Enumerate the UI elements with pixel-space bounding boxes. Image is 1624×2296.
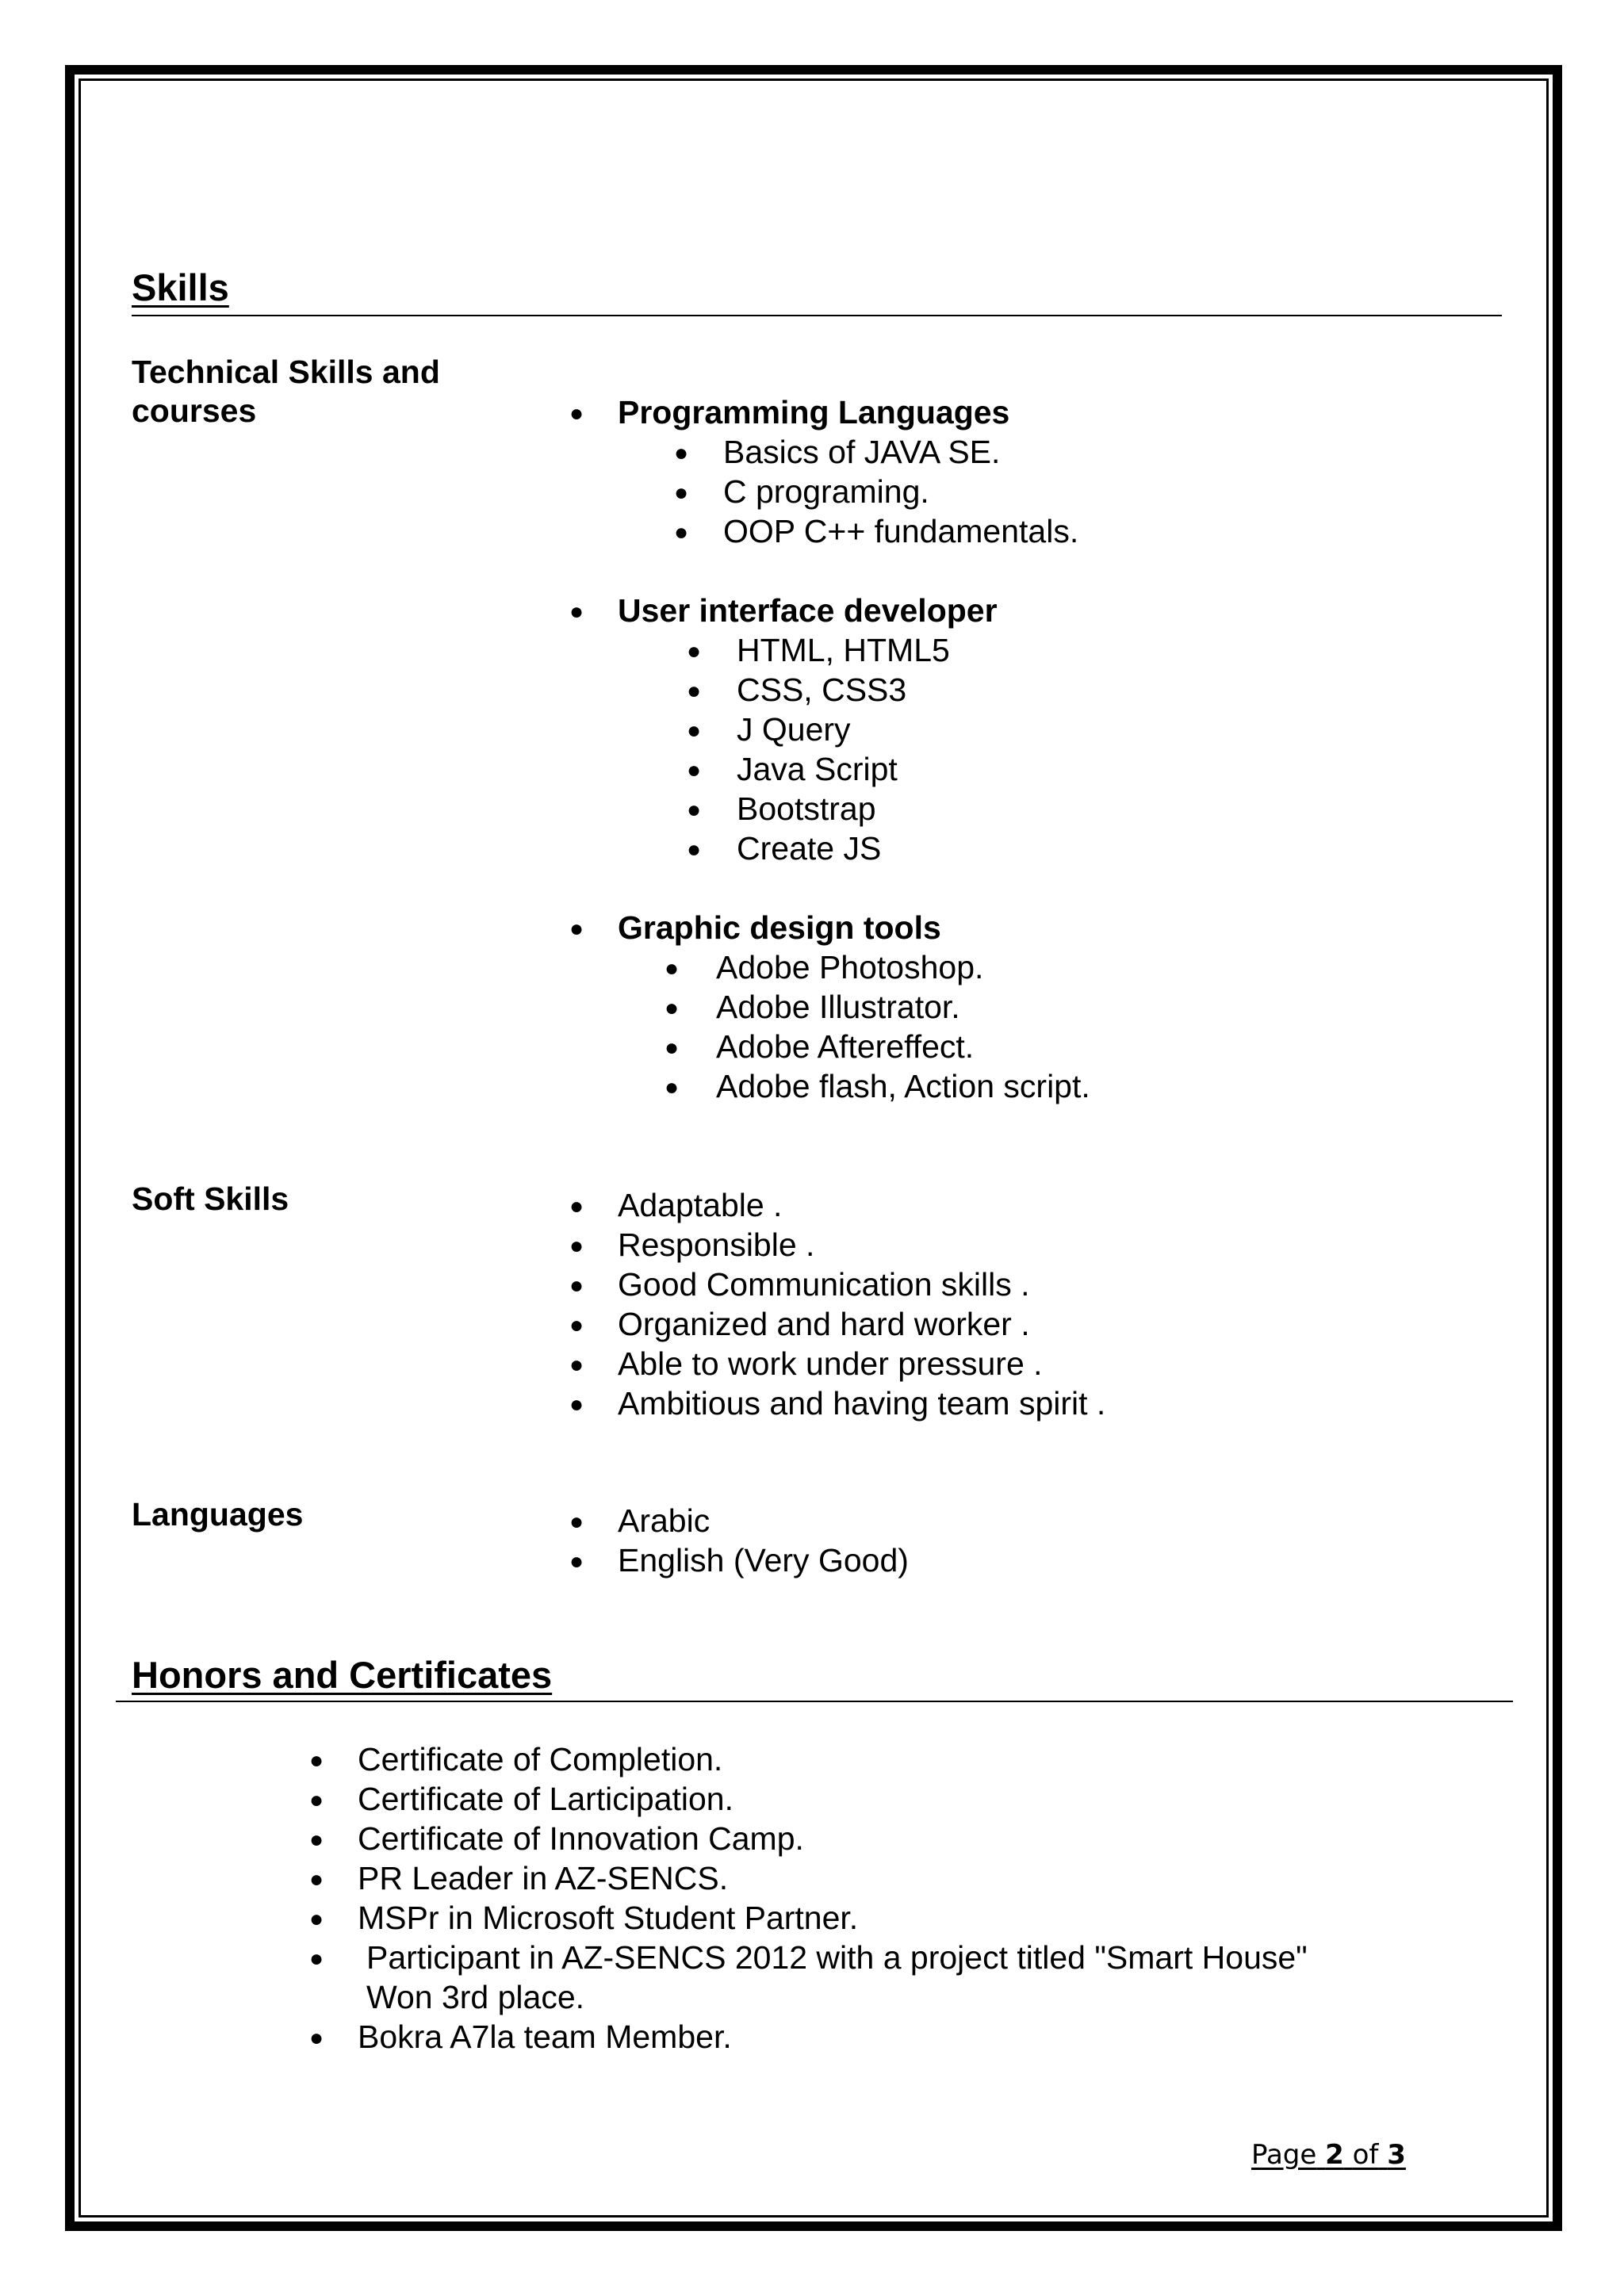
list-item: MSPr in Microsoft Student Partner. <box>358 1900 859 1936</box>
list-item: Bootstrap <box>737 790 876 827</box>
bullet: ● <box>674 480 689 506</box>
list-item: Adobe flash, Action script. <box>716 1068 1090 1104</box>
bullet: ● <box>309 1866 324 1892</box>
page-word: Page <box>1251 2139 1317 2171</box>
list-item: C programing. <box>723 473 929 510</box>
list-item: Ambitious and having team spirit . <box>618 1385 1106 1422</box>
list-item-continuation: Won 3rd place. <box>366 1979 585 2015</box>
list-item: J Query <box>737 711 851 748</box>
bullet: ● <box>569 1193 584 1219</box>
bullet: ● <box>569 1233 584 1259</box>
bullet: ● <box>665 1074 680 1100</box>
bullet: ● <box>569 1352 584 1378</box>
list-item: Participant in AZ-SENCS 2012 with a project titled "Smart House" <box>366 1939 1308 1976</box>
bullet: ● <box>569 1312 584 1338</box>
list-item: Responsible . <box>618 1226 815 1263</box>
group-heading-ui-developer: User interface developer <box>618 592 998 629</box>
page-current: 2 <box>1325 2139 1344 2171</box>
list-item: Organized and hard worker . <box>618 1306 1030 1342</box>
bullet: ● <box>309 1946 324 1972</box>
bullet: ● <box>309 1787 324 1813</box>
bullet: ● <box>569 599 584 625</box>
list-item: Adobe Photoshop. <box>716 949 984 985</box>
bullet: ● <box>569 916 584 942</box>
list-item: HTML, HTML5 <box>737 632 950 668</box>
list-item: Good Communication skills . <box>618 1266 1030 1303</box>
list-item: Certificate of Innovation Camp. <box>358 1820 804 1857</box>
bullet: ● <box>309 1827 324 1853</box>
skills-section-rule <box>132 315 1502 316</box>
group-heading-programming-languages: Programming Languages <box>618 394 1010 430</box>
list-item: Basics of JAVA SE. <box>723 434 1001 470</box>
bullet: ● <box>687 757 702 783</box>
bullet: ● <box>569 1548 584 1575</box>
list-item: Able to work under pressure . <box>618 1345 1043 1382</box>
bullet: ● <box>569 1509 584 1535</box>
list-item: CSS, CSS3 <box>737 672 907 708</box>
bullet: ● <box>674 440 689 466</box>
list-item: Adobe Illustrator. <box>716 989 960 1025</box>
bullet: ● <box>687 638 702 664</box>
technical-skills-label: Technical Skills and courses <box>132 354 440 429</box>
bullet: ● <box>569 1391 584 1418</box>
honors-section-title: Honors and Certificates <box>132 1654 553 1696</box>
bullet: ● <box>665 955 680 982</box>
bullet: ● <box>687 797 702 823</box>
bullet: ● <box>687 678 702 704</box>
list-item: Adaptable . <box>618 1187 783 1223</box>
bullet: ● <box>665 1035 680 1061</box>
skills-section-title: Skills <box>132 266 229 308</box>
bullet: ● <box>569 400 584 427</box>
bullet: ● <box>687 718 702 744</box>
list-item: Adobe Aftereffect. <box>716 1028 975 1065</box>
honors-section-rule <box>116 1701 1513 1702</box>
page-number <box>1251 2139 1406 2171</box>
bullet: ● <box>569 1272 584 1299</box>
list-item: Java Script <box>737 751 898 787</box>
group-heading-graphic-design: Graphic design tools <box>618 909 941 946</box>
languages-label: Languages <box>132 1496 304 1533</box>
list-item: Certificate of Larticipation. <box>358 1781 734 1817</box>
bullet: ● <box>665 995 680 1021</box>
list-item: Create JS <box>737 830 882 867</box>
bullet: ● <box>309 1747 324 1774</box>
bullet: ● <box>309 1906 324 1932</box>
list-item: OOP C++ fundamentals. <box>723 513 1079 549</box>
list-item: Arabic <box>618 1502 710 1539</box>
bullet: ● <box>687 836 702 863</box>
list-item: PR Leader in AZ-SENCS. <box>358 1860 729 1896</box>
soft-skills-label: Soft Skills <box>132 1181 289 1217</box>
list-item: Bokra A7la team Member. <box>358 2019 732 2055</box>
bullet: ● <box>309 2025 324 2051</box>
list-item: English (Very Good) <box>618 1542 909 1578</box>
list-item: Certificate of Completion. <box>358 1741 723 1777</box>
page-of-word: of <box>1352 2139 1379 2171</box>
bullet: ● <box>674 519 689 545</box>
page-total: 3 <box>1387 2139 1406 2171</box>
